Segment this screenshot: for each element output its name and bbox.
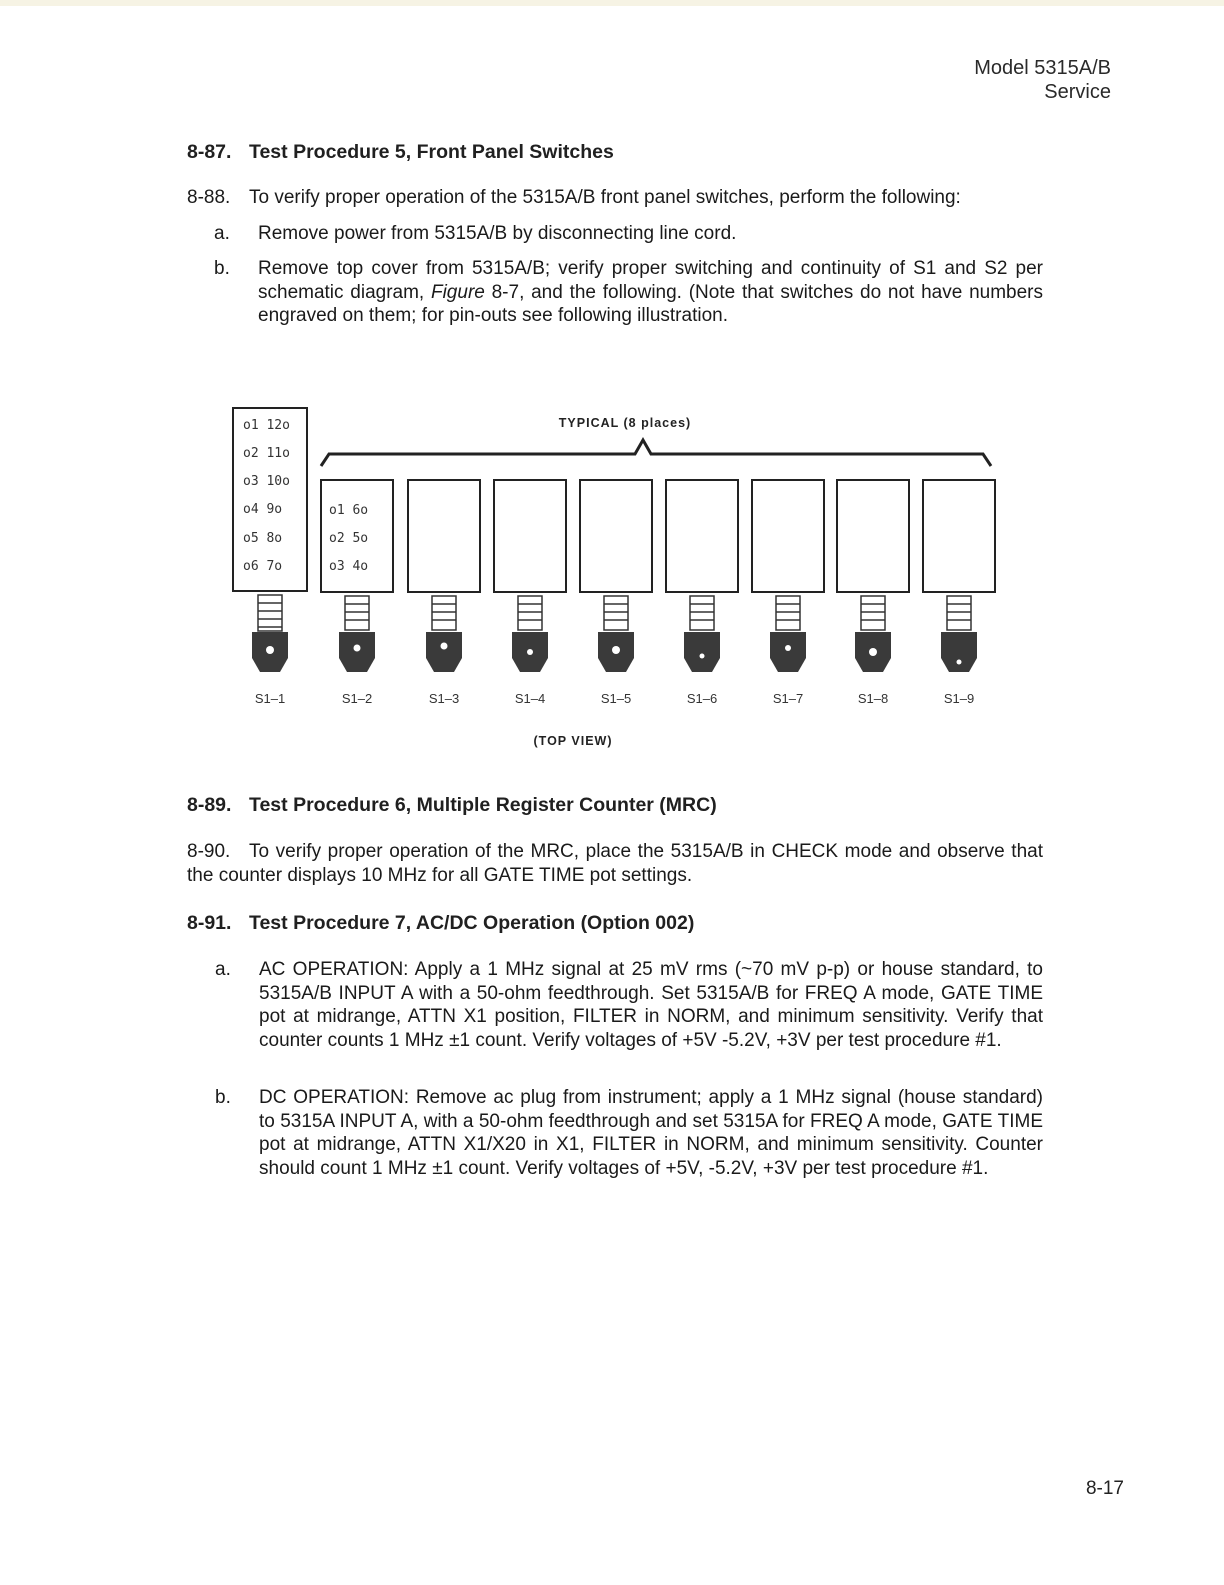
section-title: Test Procedure 6, Multiple Register Counter (MRC) (249, 794, 717, 816)
page-top-edge (0, 0, 1224, 6)
pin-row: o5 8o (243, 531, 283, 546)
switch-body (837, 480, 909, 592)
switch-label: S1–4 (514, 691, 546, 706)
section-number: 8-91. (187, 912, 232, 934)
switch-label: S1–3 (428, 691, 460, 706)
switch-label: S1–2 (341, 691, 373, 706)
page-number: 8-17 (1085, 1478, 1124, 1499)
switch-knob (339, 632, 375, 672)
paragraph-number: 8-88. (187, 187, 231, 208)
switch-body (923, 480, 995, 592)
paragraph-text: To verify proper operation of the 5315A/B front panel switches, perform the following: (249, 187, 961, 208)
list-item-label: a. (214, 223, 230, 244)
switch-shaft (861, 596, 885, 630)
switch-shaft (258, 595, 282, 631)
switch-label: S1–6 (686, 691, 718, 706)
switch-body (408, 480, 480, 592)
switch-knob (770, 632, 806, 672)
list-item-a (215, 958, 1043, 1052)
switch-shaft (432, 596, 456, 630)
section-title: Test Procedure 7, AC/DC Operation (Option 002) (249, 912, 695, 934)
switch-pinout-figure (225, 400, 1015, 760)
pin-row: o2 11o (243, 446, 290, 461)
switch-knob (941, 632, 977, 672)
list-item-a (214, 222, 1043, 246)
switch-body (494, 480, 566, 592)
switch-shaft (604, 596, 628, 630)
switch-shaft (345, 596, 369, 630)
switch-label: S1–5 (600, 691, 632, 706)
switch-knob (426, 632, 462, 672)
switch-shaft (690, 596, 714, 630)
paragraph-8-90 (187, 840, 1043, 887)
pin-row: o1 6o (329, 503, 369, 518)
section-heading-8-89 (187, 793, 717, 817)
pin-row: o1 12o (243, 418, 290, 433)
typical-bracket (321, 440, 991, 466)
section-title: Test Procedure 5, Front Panel Switches (249, 141, 614, 163)
switch-label: S1–9 (943, 691, 975, 706)
switch-diagram (225, 400, 1015, 760)
list-item-label: a. (215, 959, 231, 980)
paragraph-8-88 (187, 186, 1047, 210)
figure-reference: Figure (430, 281, 485, 303)
list-item-label: b. (215, 1087, 231, 1108)
switch-body (752, 480, 824, 592)
list-item-b (215, 1086, 1043, 1180)
list-item-text: Remove power from 5315A/B by disconnecting line cord. (258, 223, 737, 244)
section-heading-8-91 (187, 911, 694, 935)
list-item-text: AC OPERATION: Apply a 1 MHz signal at 25 mV rms (~70 mV p-p) or house standard, to 5315A/B INPUT A with a 50-ohm feedthrough. Set 5315A/B for FREQ A mode, GATE TIME pot at midrange, ATTN X1 position, FILTER in NORM, and minimum sensitivity. Verify that counter counts 1 MHz ±1 count. Verify voltages of +5V -5.2V, +3V per test procedure #1. (259, 959, 1043, 1051)
pin-row: o3 10o (243, 474, 290, 489)
list-item-text: DC OPERATION: Remove ac plug from instrument; apply a 1 MHz signal (house standard) to 5315A INPUT A, with a 50-ohm feedthrough and set 5315A for FREQ A mode, GATE TIME pot at midrange, ATTN X1/X20 in X1, FILTER in NORM, and minimum sensitivity. Counter should count 1 MHz ±1 count. Verify voltages of +5V, -5.2V, +3V per test procedure #1. (259, 1087, 1043, 1179)
switch-body (666, 480, 738, 592)
paragraph-text: To verify proper operation of the MRC, place the 5315A/B in CHECK mode and observe that the counter displays 10 MHz for all GATE TIME pot settings. (187, 841, 1043, 886)
section-number: 8-89. (187, 794, 232, 816)
typical-label: TYPICAL (8 places) (558, 416, 692, 430)
header-model: Model 5315A/B (974, 57, 1111, 79)
switch-shaft (947, 596, 971, 630)
section-number: 8-87. (187, 141, 232, 163)
switch-shaft (518, 596, 542, 630)
switch-label: S1–7 (772, 691, 804, 706)
header-section: Service (1044, 81, 1111, 103)
list-item-text-cont: 8-7, and the following. (Note that switches do not have numbers engraved on them; for pin-outs see following illustration. (258, 281, 1043, 326)
switch-label: S1–8 (857, 691, 889, 706)
page-header (974, 56, 1111, 104)
list-item-label: b. (214, 258, 230, 279)
paragraph-number: 8-90. (187, 841, 231, 862)
switch-shaft (776, 596, 800, 630)
pin-row: o6 7o (243, 559, 283, 574)
switch-s1-2 (321, 480, 393, 592)
list-item-b (214, 257, 1043, 328)
switch-knob (684, 632, 720, 672)
pin-row: o2 5o (329, 531, 369, 546)
pin-row: o3 4o (329, 559, 369, 574)
switch-label: S1–1 (254, 691, 286, 706)
pin-row: o4 9o (243, 502, 283, 517)
switch-s1-1 (233, 408, 307, 591)
section-heading-8-87 (187, 140, 614, 164)
list-item-text: Remove top cover from 5315A/B; verify proper switching and continuity of S1 and S2 per schematic diagram, (258, 258, 1043, 303)
top-view-label: (TOP VIEW) (533, 734, 613, 748)
switch-body (580, 480, 652, 592)
